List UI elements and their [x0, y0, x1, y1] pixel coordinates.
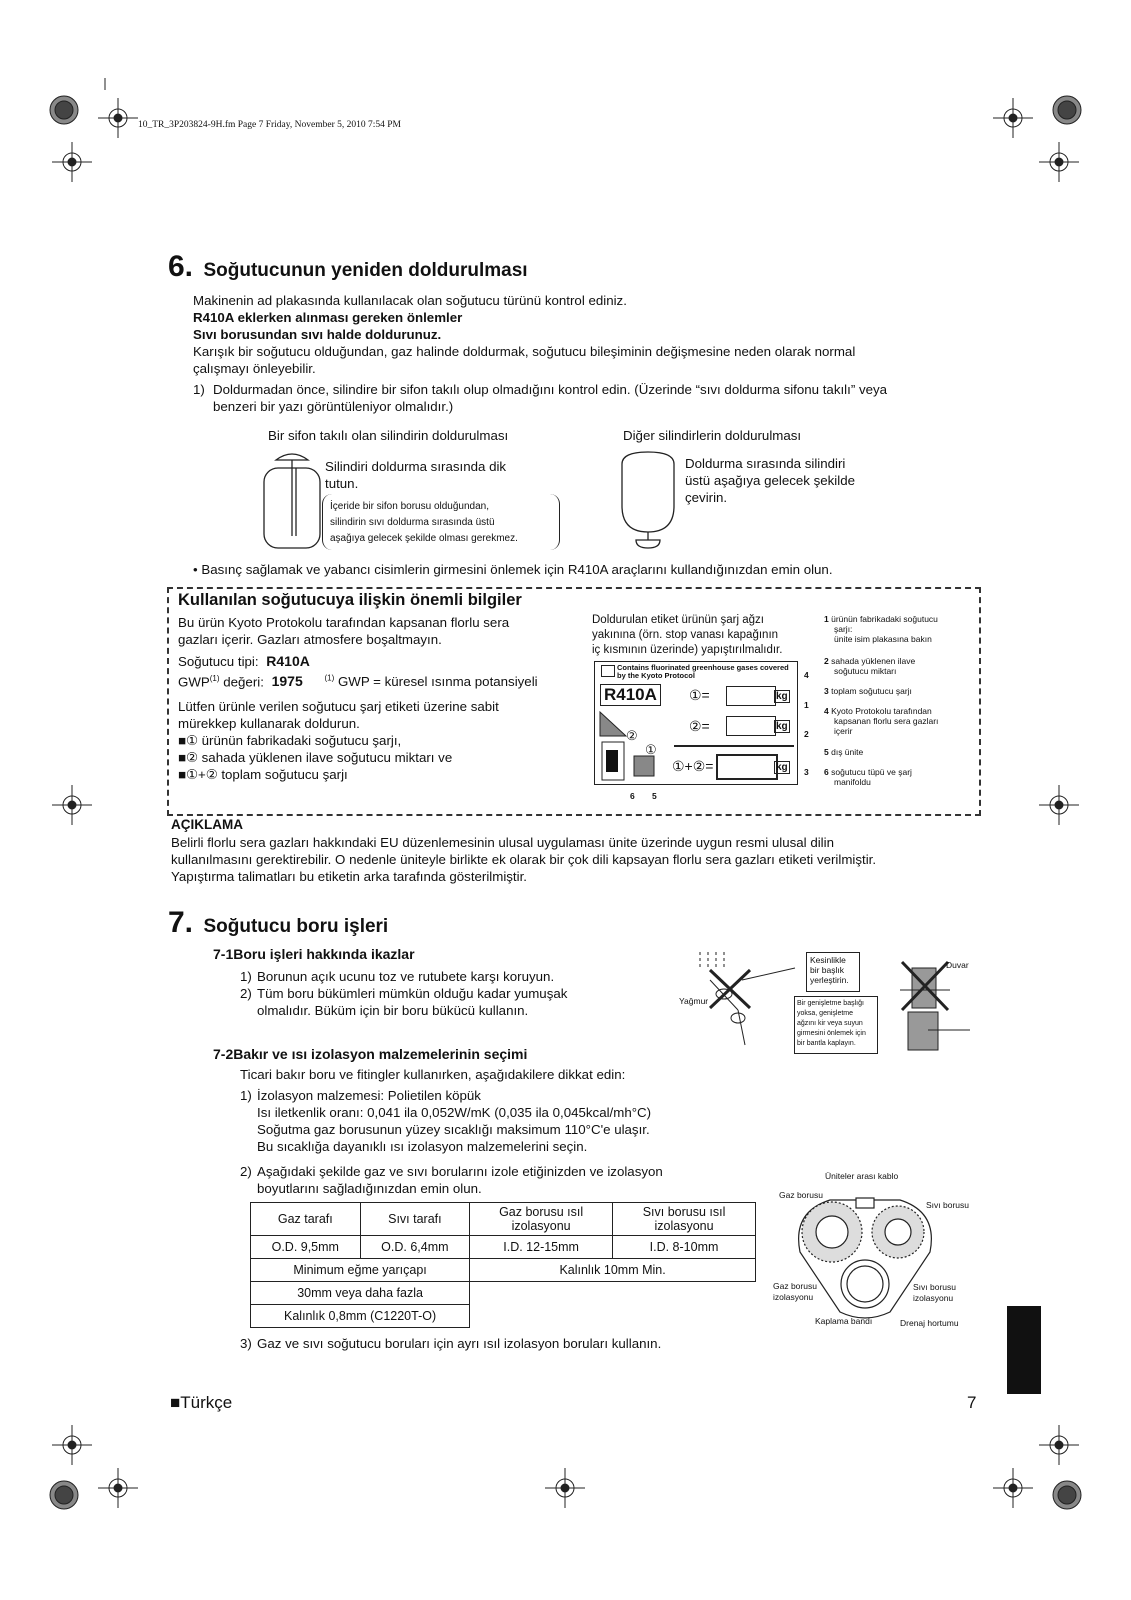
- gwp-value: 1975: [271, 673, 303, 690]
- info-mid3: iç kısmının üzerinde) yapıştırılmalıdır.: [592, 644, 783, 656]
- label-kg-2: kg: [776, 721, 788, 732]
- fig-right-text2: üstü aşağıya gelecek şekilde: [685, 473, 856, 488]
- legend-5: 5 dış ünite: [824, 747, 864, 757]
- type-value: R410A: [266, 653, 310, 669]
- label-kg-1: kg: [776, 691, 788, 702]
- label-callout-5: 5: [652, 791, 657, 801]
- s6-p4b: çalışmayı önleyebilir.: [193, 361, 316, 376]
- label-callout-3: 3: [804, 767, 809, 777]
- s7-sub2: 7-2Bakır ve ısı izolasyon malzemelerinin seçimi: [213, 1046, 528, 1062]
- table-cell: Kalınlık 10mm Min.: [470, 1259, 756, 1282]
- table-cell: Kalınlık 0,8mm (C1220T-O): [251, 1305, 470, 1328]
- legend-4b: kapsanan florlu sera gazları: [834, 716, 939, 726]
- info-title: Kullanılan soğutucuya ilişkin önemli bilgiler: [178, 591, 522, 609]
- fig-kes2: bir başlık: [810, 965, 845, 975]
- info-l1: Bu ürün Kyoto Protokolu tarafından kapsanan florlu sera: [178, 615, 510, 630]
- label-c1: ①=: [689, 687, 710, 703]
- fig-left-text2: tutun.: [325, 476, 359, 491]
- s7-j1a: İzolasyon malzemesi: Polietilen köpük: [257, 1088, 481, 1103]
- fig-left-note2: silindirin sıvı doldurma sırasında üstü: [330, 517, 495, 528]
- gwp-label2: değeri:: [219, 674, 264, 690]
- label-callout-4: 4: [804, 670, 809, 680]
- info-l4: mürekkep kullanarak doldurun.: [178, 716, 360, 731]
- fig-kes3: yerleştirin.: [810, 975, 849, 985]
- label-c2: ②=: [689, 718, 710, 734]
- label-callout-2: 2: [804, 729, 809, 739]
- legend-2: 2 sahada yüklenen ilave: [824, 656, 916, 666]
- table-cell: Minimum eğme yarıçapı: [251, 1259, 470, 1282]
- fig-right-text3: çevirin.: [685, 490, 728, 505]
- type-label: Soğutucu tipi:: [178, 654, 259, 669]
- s7-i2b: olmalıdır. Büküm için bir boru bükücü kullanın.: [257, 1003, 529, 1018]
- legend-6: 6 soğutucu tüpü ve şarj: [824, 767, 912, 777]
- gwp-label: GWP: [178, 674, 210, 690]
- table-row: [251, 1236, 756, 1259]
- table-cell: Sıvı tarafı: [360, 1203, 470, 1236]
- fig-yagmur: Yağmur: [679, 996, 709, 1006]
- fig2-gaz: Gaz borusu: [779, 1190, 823, 1200]
- legend-4c: içerir: [834, 726, 853, 736]
- info-l2: gazları içerir. Gazları atmosfere boşaltmayın.: [178, 632, 442, 647]
- fig-g5: bir bantla kaplayın.: [797, 1040, 856, 1047]
- inverted-cylinder-illustration: [618, 450, 678, 550]
- info-bullet-2: ■② sahada yüklenen ilave soğutucu miktarı ve: [178, 750, 453, 765]
- info-bullet-1: ■① ürünün fabrikadaki soğutucu şarjı,: [178, 733, 402, 748]
- table-cell: Gaz borusu ısıl izolasyonu: [470, 1203, 613, 1236]
- fig2-sivii1: Sıvı borusu: [913, 1282, 956, 1292]
- gwp-note-sup: (1): [324, 674, 335, 683]
- section-title: Soğutucunun yeniden doldurulması: [203, 260, 528, 281]
- fig-left-title: Bir sifon takılı olan silindirin doldurulması: [268, 428, 509, 443]
- book-icon: [601, 665, 615, 677]
- s6-item1b: benzeri bir yazı görüntüleniyor olmalıdır.): [213, 399, 454, 414]
- label-c3: ①+②=: [672, 758, 714, 774]
- legend-4: 4 Kyoto Protokolu tarafından: [824, 706, 932, 716]
- label-header1: Contains fluorinated greenhouse gases covered: [617, 663, 789, 672]
- legend-1: 1 ürünün fabrikadaki soğutucu: [824, 614, 938, 624]
- table-row: [251, 1282, 756, 1305]
- label-left-graphic: [598, 710, 668, 782]
- refrigerant-type: [178, 653, 310, 670]
- fig-left-note3: aşağıya gelecek şekilde olması gerekmez.: [330, 533, 518, 544]
- s6-bullet: • Basınç sağlamak ve yabancı cisimlerin girmesini önlemek için R410A araçlarını kullandığınızdan emin olun.: [193, 562, 833, 577]
- siphon-cylinder-illustration: [262, 450, 322, 550]
- fig2-drenaj: Drenaj hortumu: [900, 1318, 959, 1328]
- label-c1b: ①: [645, 742, 657, 757]
- fig-g1: Bir genişletme başlığı: [797, 1000, 864, 1007]
- s7-i1: Borunun açık ucunu toz ve rutubete karşı koruyun.: [257, 969, 555, 984]
- s7-i1-num: 1): [240, 969, 252, 984]
- fig-g4: girmesini önlemek için: [797, 1030, 866, 1037]
- aciklama-l3: Yapıştırma talimatları bu etiketin arka tarafında gösterilmiştir.: [171, 869, 527, 884]
- label-divider: [674, 745, 794, 747]
- fig2-gazi1: Gaz borusu: [773, 1281, 817, 1291]
- table-cell: 30mm veya daha fazla: [251, 1282, 470, 1305]
- fig-g3: ağzını kir veya suyun: [797, 1020, 863, 1027]
- fig2-sivi: Sıvı borusu: [926, 1200, 969, 1210]
- fig2-kaplama: Kaplama bandı: [815, 1316, 873, 1326]
- gwp-note: GWP = küresel ısınma potansiyeli: [334, 674, 538, 690]
- aciklama-l2: kullanılmasını gerektirebilir. O nedenle üniteyle birlikte ek olarak bir çok dili kapsayan florlu sera gazları etiketi verilmiştir.: [171, 852, 877, 867]
- gwp-line: [178, 670, 538, 690]
- fig-kes1: Kesinlikle: [810, 955, 846, 965]
- s7-j2b: boyutlarını sağladığınızdan emin olun.: [257, 1181, 482, 1196]
- s7-sub1: 7-1Boru işleri hakkında ikazlar: [213, 946, 415, 962]
- table-empty: [470, 1282, 756, 1328]
- label-r410a: R410A: [600, 684, 661, 706]
- s6-p2: R410A eklerken alınması gereken önlemler: [193, 310, 463, 325]
- label-callout-1: 1: [804, 700, 809, 710]
- label-c2b: ②: [626, 728, 638, 743]
- table-cell: Sıvı borusu ısıl izolasyonu: [613, 1203, 756, 1236]
- label-header2: by the Kyoto Protocol: [617, 671, 695, 680]
- section-number: 7.: [168, 906, 194, 939]
- s6-p1: Makinenin ad plakasında kullanılacak olan soğutucu türünü kontrol ediniz.: [193, 293, 627, 308]
- fig-duvar: Duvar: [946, 960, 969, 970]
- table-row: [251, 1259, 756, 1282]
- s6-p4a: Karışık bir soğutucu olduğundan, gaz halinde doldurmak, soğutucu bileşiminin değişmesine neden olarak normal: [193, 344, 856, 359]
- label-kg-3: kg: [776, 762, 788, 773]
- table-cell: Gaz tarafı: [251, 1203, 361, 1236]
- section-6-heading: [168, 250, 528, 284]
- s7-j1b: Isı iletkenlik oranı: 0,041 ila 0,052W/mK (0,035 ila 0,045kcal/mh°C): [257, 1105, 652, 1120]
- file-header: 10_TR_3P203824-9H.fm Page 7 Friday, November 5, 2010 7:54 PM: [138, 120, 401, 130]
- fig-right-text1: Doldurma sırasında silindiri: [685, 456, 846, 471]
- table-row: [251, 1203, 756, 1236]
- legend-3: 3 toplam soğutucu şarjı: [824, 686, 912, 696]
- table-cell: I.D. 12-15mm: [470, 1236, 613, 1259]
- s7-i2-num: 2): [240, 986, 252, 1001]
- table-cell: O.D. 6,4mm: [360, 1236, 470, 1259]
- label-callout-6: 6: [630, 791, 635, 801]
- s6-p3: Sıvı borusundan sıvı halde doldurunuz.: [193, 327, 442, 342]
- info-mid2: yakınına (örn. stop vanası kapağının: [592, 629, 779, 641]
- s6-item1a: Doldurmadan önce, silindire bir sifon takılı olup olmadığını kontrol edin. (Üzerinde “sıvı doldurma sifonu takılı” veya: [213, 382, 888, 397]
- legend-1b: şarjı:: [834, 624, 853, 634]
- fig-left-note1: İçeride bir sifon borusu olduğundan,: [330, 501, 489, 512]
- fig2-kablo: Üniteler arası kablo: [825, 1171, 899, 1181]
- s7-j2-num: 2): [240, 1164, 252, 1179]
- label-field-1: [726, 686, 776, 706]
- info-l3: Lütfen ürünle verilen soğutucu şarj etiketi üzerine sabit: [178, 699, 499, 714]
- table-cell: O.D. 9,5mm: [251, 1236, 361, 1259]
- s7-j1c: Soğutma gaz borusunun yüzey sıcaklığı maksimum 110°C'e ulaşır.: [257, 1122, 650, 1137]
- fig-right-title: Diğer silindirlerin doldurulması: [623, 428, 802, 443]
- section-number: 6.: [168, 250, 194, 283]
- table-cell: I.D. 8-10mm: [613, 1236, 756, 1259]
- label-field-2: [726, 716, 776, 736]
- language-tab-marker: [1007, 1306, 1041, 1394]
- s7-j1-num: 1): [240, 1088, 252, 1103]
- page-number: 7: [967, 1393, 977, 1412]
- fig2-gazi2: izolasyonu: [773, 1292, 814, 1302]
- fig-g2: yoksa, genişletme: [797, 1010, 854, 1017]
- s6-item1-num: 1): [193, 382, 205, 397]
- fig2-sivii2: izolasyonu: [913, 1293, 954, 1303]
- section-title: Soğutucu boru işleri: [203, 916, 389, 937]
- s7-p1: Ticari bakır boru ve fitingler kullanırken, aşağıdakilere dikkat edin:: [240, 1067, 626, 1082]
- aciklama-l1: Belirli florlu sera gazları hakkındaki EU düzenlemesinin ulusal uygulaması ünite üzerinde uygun resmi ulusal dilin: [171, 835, 834, 850]
- section-7-heading: [168, 906, 388, 940]
- info-bullet-3: ■①+② toplam soğutucu şarjı: [178, 767, 348, 782]
- label-field-3: [716, 754, 778, 780]
- legend-2b: soğutucu miktarı: [834, 666, 897, 676]
- insulation-table: [250, 1202, 756, 1328]
- footer-language: ■Türkçe: [170, 1393, 233, 1412]
- legend-1c: ünite isim plakasına bakın: [834, 634, 932, 644]
- s7-j1d: Bu sıcaklığa dayanıklı ısı izolasyon malzemelerini seçin.: [257, 1139, 588, 1154]
- info-mid1: Doldurulan etiket ürünün şarj ağzı: [592, 614, 764, 626]
- s7-j3-num: 3): [240, 1336, 252, 1351]
- fig-left-text1: Silindiri doldurma sırasında dik: [325, 459, 507, 474]
- s7-i2a: Tüm boru bükümleri mümkün olduğu kadar yumuşak: [257, 986, 568, 1001]
- gwp-sup: (1): [209, 674, 220, 683]
- aciklama-title: AÇIKLAMA: [171, 817, 243, 832]
- s7-j3: Gaz ve sıvı soğutucu boruları için ayrı ısıl izolasyon boruları kullanın.: [257, 1336, 662, 1351]
- legend-6b: manifoldu: [834, 777, 871, 787]
- s7-j2a: Aşağıdaki şekilde gaz ve sıvı borularını izole etiğinizden ve izolasyon: [257, 1164, 663, 1179]
